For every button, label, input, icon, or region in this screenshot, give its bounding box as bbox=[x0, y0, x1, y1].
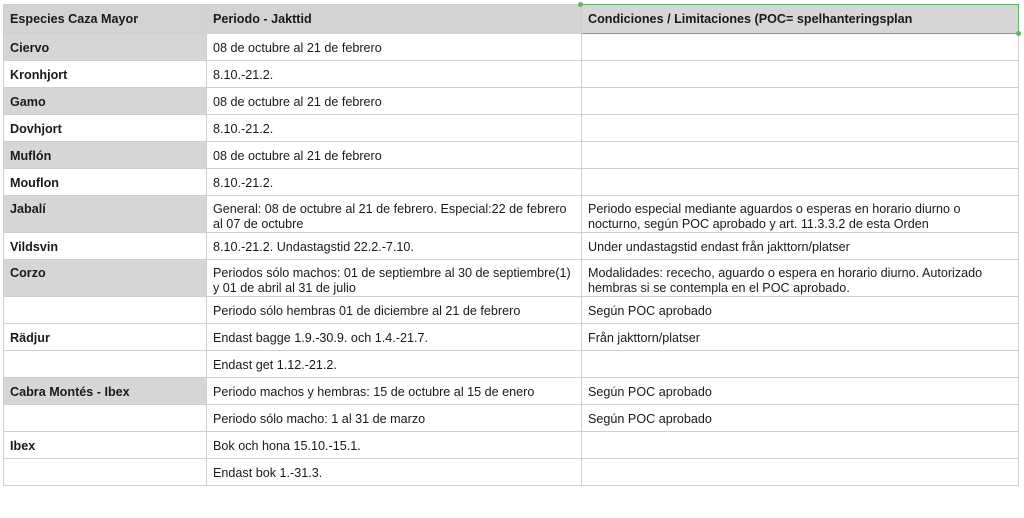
species-cell[interactable]: Jabalí bbox=[4, 196, 207, 233]
conditions-cell[interactable]: Modalidades: rececho, aguardo o espera en horario diurno. Autorizado hembras si se contempla en el POC aprobado. bbox=[582, 260, 1019, 297]
conditions-cell[interactable] bbox=[582, 34, 1019, 61]
period-cell[interactable]: 08 de octubre al 21 de febrero bbox=[207, 142, 582, 169]
table-row bbox=[4, 297, 1019, 324]
conditions-cell[interactable]: Från jakttorn/platser bbox=[582, 324, 1019, 351]
conditions-cell[interactable]: Según POC aprobado bbox=[582, 297, 1019, 324]
header-row bbox=[4, 5, 1019, 34]
table-row bbox=[4, 142, 1019, 169]
table-row bbox=[4, 196, 1019, 233]
conditions-cell[interactable] bbox=[582, 432, 1019, 459]
conditions-cell[interactable]: Periodo especial mediante aguardos o esperas en horario diurno o nocturno, según POC aprobado y art. 11.3.3.2 de esta Orden bbox=[582, 196, 1019, 233]
species-cell[interactable]: Vildsvin bbox=[4, 233, 207, 260]
species-cell[interactable] bbox=[4, 297, 207, 324]
period-cell[interactable]: Periodos sólo machos: 01 de septiembre al 30 de septiembre(1) y 01 de abril al 31 de julio bbox=[207, 260, 582, 297]
table-row bbox=[4, 260, 1019, 297]
table-row bbox=[4, 351, 1019, 378]
header-period[interactable]: Periodo - Jakttid bbox=[207, 5, 582, 34]
species-cell[interactable]: Mouflon bbox=[4, 169, 207, 196]
table-row bbox=[4, 405, 1019, 432]
species-cell[interactable] bbox=[4, 405, 207, 432]
conditions-cell[interactable] bbox=[582, 459, 1019, 486]
species-cell[interactable]: Muflón bbox=[4, 142, 207, 169]
conditions-cell[interactable] bbox=[582, 169, 1019, 196]
spreadsheet bbox=[3, 4, 1019, 486]
species-cell[interactable] bbox=[4, 351, 207, 378]
hunting-seasons-table bbox=[3, 4, 1019, 486]
species-cell[interactable]: Corzo bbox=[4, 260, 207, 297]
species-cell[interactable]: Ibex bbox=[4, 432, 207, 459]
conditions-cell[interactable] bbox=[582, 351, 1019, 378]
table-row bbox=[4, 233, 1019, 260]
period-cell[interactable]: 8.10.-21.2. bbox=[207, 115, 582, 142]
table-row bbox=[4, 324, 1019, 351]
species-cell[interactable] bbox=[4, 459, 207, 486]
header-conditions[interactable]: Condiciones / Limitaciones (POC= spelhanteringsplan bbox=[582, 5, 1019, 34]
table-row bbox=[4, 378, 1019, 405]
period-cell[interactable]: Endast get 1.12.-21.2. bbox=[207, 351, 582, 378]
period-cell[interactable]: 8.10.-21.2. bbox=[207, 61, 582, 88]
species-cell[interactable]: Kronhjort bbox=[4, 61, 207, 88]
table-row bbox=[4, 115, 1019, 142]
period-cell[interactable]: Endast bagge 1.9.-30.9. och 1.4.-21.7. bbox=[207, 324, 582, 351]
conditions-cell[interactable] bbox=[582, 61, 1019, 88]
conditions-cell[interactable]: Under undastagstid endast från jakttorn/platser bbox=[582, 233, 1019, 260]
conditions-cell[interactable] bbox=[582, 88, 1019, 115]
table-row bbox=[4, 432, 1019, 459]
species-cell[interactable]: Cabra Montés - Ibex bbox=[4, 378, 207, 405]
conditions-cell[interactable]: Según POC aprobado bbox=[582, 378, 1019, 405]
period-cell[interactable]: 08 de octubre al 21 de febrero bbox=[207, 88, 582, 115]
period-cell[interactable]: Periodo sólo hembras 01 de diciembre al 21 de febrero bbox=[207, 297, 582, 324]
header-species[interactable]: Especies Caza Mayor bbox=[4, 5, 207, 34]
period-cell[interactable]: 08 de octubre al 21 de febrero bbox=[207, 34, 582, 61]
species-cell[interactable]: Ciervo bbox=[4, 34, 207, 61]
table-row bbox=[4, 169, 1019, 196]
species-cell[interactable]: Dovhjort bbox=[4, 115, 207, 142]
selection-handle-bottom[interactable] bbox=[1016, 31, 1021, 36]
table-row bbox=[4, 88, 1019, 115]
period-cell[interactable]: Bok och hona 15.10.-15.1. bbox=[207, 432, 582, 459]
period-cell[interactable]: Endast bok 1.-31.3. bbox=[207, 459, 582, 486]
period-cell[interactable]: Periodo sólo macho: 1 al 31 de marzo bbox=[207, 405, 582, 432]
species-cell[interactable]: Rädjur bbox=[4, 324, 207, 351]
species-cell[interactable]: Gamo bbox=[4, 88, 207, 115]
period-cell[interactable]: 8.10.-21.2. Undastagstid 22.2.-7.10. bbox=[207, 233, 582, 260]
selection-handle-top[interactable] bbox=[578, 2, 583, 7]
conditions-cell[interactable]: Según POC aprobado bbox=[582, 405, 1019, 432]
period-cell[interactable]: Periodo machos y hembras: 15 de octubre al 15 de enero bbox=[207, 378, 582, 405]
period-cell[interactable]: General: 08 de octubre al 21 de febrero. Especial:22 de febrero al 07 de octubre bbox=[207, 196, 582, 233]
conditions-cell[interactable] bbox=[582, 142, 1019, 169]
conditions-cell[interactable] bbox=[582, 115, 1019, 142]
table-row bbox=[4, 61, 1019, 88]
table-row bbox=[4, 459, 1019, 486]
period-cell[interactable]: 8.10.-21.2. bbox=[207, 169, 582, 196]
table-row bbox=[4, 34, 1019, 61]
